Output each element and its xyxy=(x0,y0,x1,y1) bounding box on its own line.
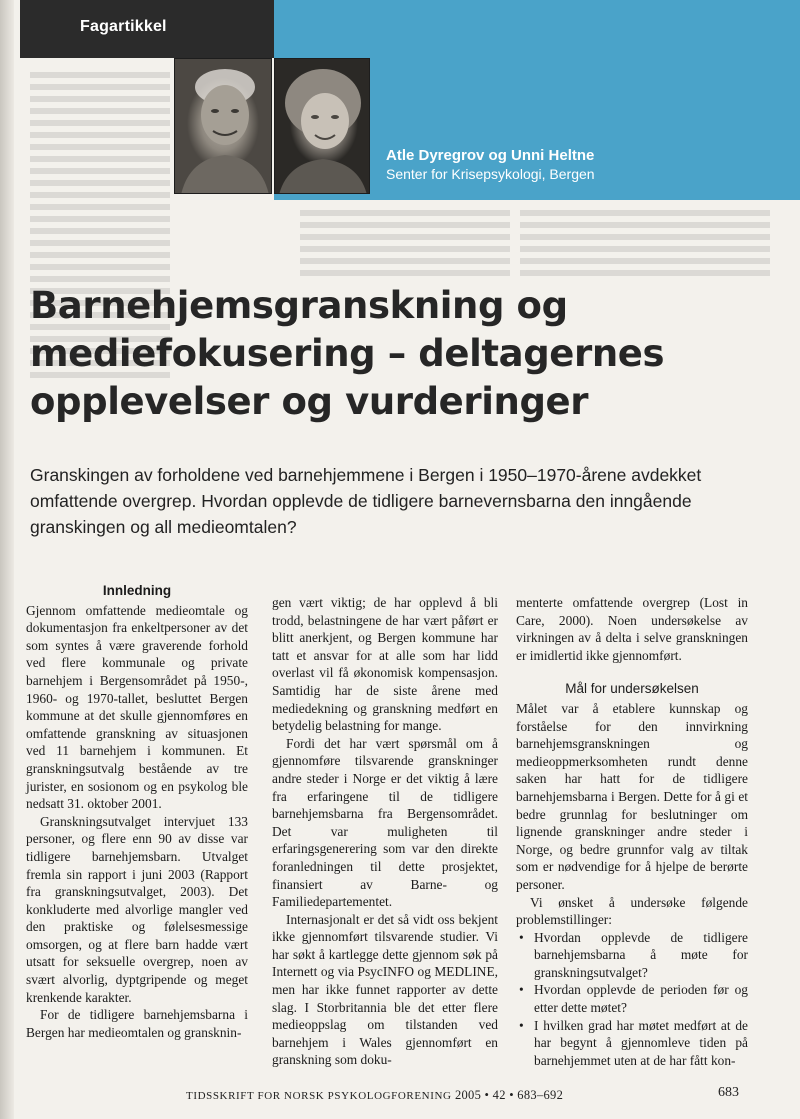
list-item: • Hvordan opplevde de tidligere barnehjemsbarna å møte for granskningsutvalget? xyxy=(516,929,748,982)
journal-issue: 2005 • 42 • 683–692 xyxy=(454,1088,564,1102)
article-lead: Granskingen av forholdene ved barnehjemmene i Bergen i 1950–1970-årene avdekket omfattende overgrep. Hvordan opplevde de tidligere barnevernsbarna den inngående granskingen og all medieomtalen? xyxy=(30,465,702,537)
section-label: Fagartikkel xyxy=(20,0,274,58)
author-photo-1 xyxy=(174,58,272,194)
paragraph: Fordi det har vært spørsmål om å gjennomføre tilsvarende granskninger andre steder i Norge er det viktig å lære fra erfaringene til de tidligere barnehjemsbarna fra Bergensområdet. Det var muligheten til erfaringsgenerering som var den direkte foranledningen til dette prosjektet, finansiert av Barne- og Familiedepartementet. xyxy=(272,735,498,910)
paragraph: Målet var å etablere kunnskap og forståelse for den innvirkning barnehjemsgranskningen og medieoppmerksomheten rundt denne saken har hatt for de tidligere barnehjemsbarna i Bergen. Dette for å gi et bedre grunnlag for beslutninger om lignende granskninger andre steder i Norge, og bedre grunnfor valg av tiltak som er nødvendige for å hjelpe de berørte personer. xyxy=(516,700,748,892)
author-photo-2 xyxy=(274,58,370,194)
bleed-through-texture xyxy=(300,204,510,284)
title-line: Barnehjemsgranskning og xyxy=(30,284,568,327)
research-questions-list xyxy=(516,929,748,1070)
section-heading-innledning: Innledning xyxy=(102,583,172,598)
section-heading-maal: Mål for undersøkelsen xyxy=(565,681,699,697)
portrait-icon xyxy=(175,59,272,194)
page-number: 683 xyxy=(718,1085,739,1100)
paragraph: Internasjonalt er det så vidt oss bekjent ikke gjennomført tilsvarende studier. Vi har søkt å kartlegge dette gjennom søk på Internett og via PsycINFO og MEDLINE, men har ikke funnet rapporter av dette slag. I Storbritannia ble det etter flere medieoppslag om tilstanden ved barnehjem i Wales gjennomført en granskning som doku- xyxy=(272,911,498,1068)
scan-edge xyxy=(0,0,14,1119)
journal-name: TIDSSKRIFT FOR NORSK PSYKOLOGFORENING xyxy=(186,1090,452,1102)
article-title xyxy=(30,282,790,426)
author-block xyxy=(386,147,786,182)
author-affiliation: Senter for Krisepsykologi, Bergen xyxy=(386,166,595,182)
paragraph: menterte omfattende overgrep (Lost in Care, 2000). Noen undersøkelse av virkningen av å delta i selve granskningen er imidlertid ikke gjennomført. xyxy=(516,595,748,663)
title-line: mediefokusering – deltagernes xyxy=(30,332,665,375)
text-column-1 xyxy=(26,582,248,1041)
title-line: opplevelser og vurderinger xyxy=(30,380,589,423)
paragraph: Granskningsutvalget intervjuet 133 personer, og flere enn 90 av disse var tidligere barnehjemsbarn. Utvalget fremla sin rapport i juni 2003 (Rapport fra granskningsutvalget, 2003). Det konkluderte med alvorlige mangler ved den praktiske og følelsesmessige omsorgen, og at flere barn hadde vært utsatt for seksuelle overgrep, noen av svært alvorlig, dyptgripende og meget krenkende karakter. xyxy=(26,813,248,1005)
journal-footer xyxy=(186,1088,566,1103)
text-column-3 xyxy=(516,594,748,1069)
paragraph: For de tidligere barnehjemsbarna i Bergen har medieomtalen og gransknin- xyxy=(26,1007,248,1040)
list-item: • I hvilken grad har møtet medført at de har begynt å gjennomleve tiden på barnehjemmet uten at de har fått kon- xyxy=(516,1017,748,1070)
author-names: Atle Dyregrov og Unni Heltne xyxy=(386,147,595,164)
text-column-2 xyxy=(272,594,498,1069)
portrait-icon xyxy=(275,59,370,194)
paragraph: Vi ønsket å undersøke følgende problemstillinger: xyxy=(516,894,748,928)
list-item: • Hvordan opplevde de perioden før og etter dette møtet? xyxy=(516,981,748,1016)
bleed-through-texture xyxy=(520,204,770,284)
paragraph: Gjennom omfattende medieomtale og dokumentasjon fra enkeltpersoner av det som syntes å være graverende forhold ved flere kommunale og private barnehjem i Bergensområdet på 1950-, 1960- og 1970-tallet, besluttet Bergen kommune at det skulle gjennomføres en omfattende granskning av situasjonen ved 11 barnehjem i kommunen. Et granskningsutvalg bestående av tre jurister, en sosionom og en psykolog ble nedsatt 31. oktober 2001. xyxy=(26,602,248,812)
paragraph: gen vært viktig; de har opplevd å bli trodd, belastningene de har vært påført er blitt anerkjent, og Bergen kommune har tatt et ansvar for at alle som har lidd overlast vil få økonomisk kompensasjon. Samtidig har de siste årene med mediedekning og granskning medført en betydelig belastning for mange. xyxy=(272,595,498,734)
